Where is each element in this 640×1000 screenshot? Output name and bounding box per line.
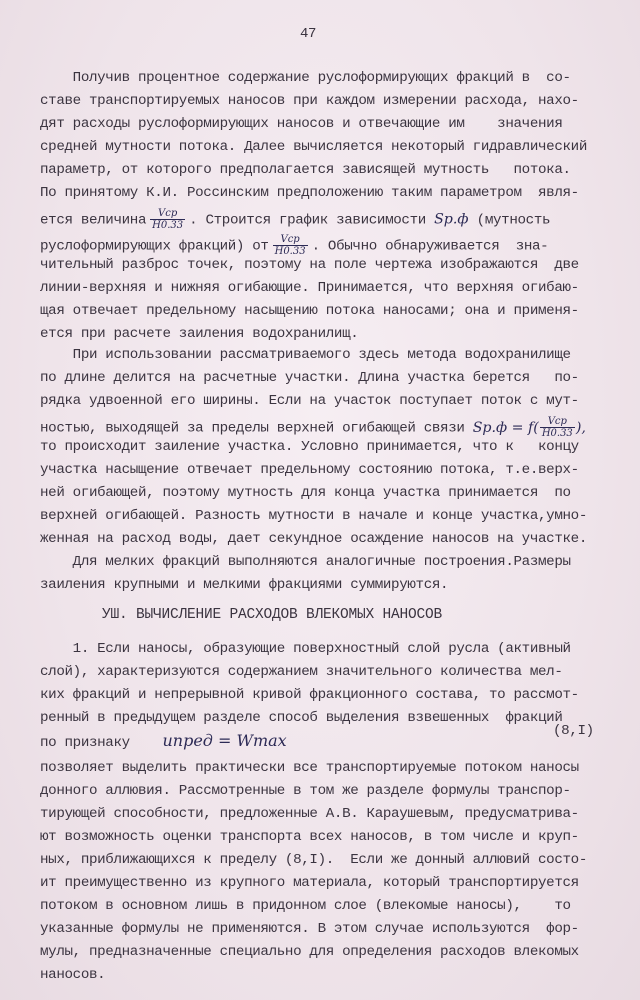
fraction-numerator: Vср [273, 234, 308, 246]
text-line: рядка удвоенной его ширины. Если на участок поступает поток с мут- [40, 393, 579, 409]
velocity-depth-fraction [273, 234, 308, 257]
text-line: указанные формулы не применяются. В этом случае используются фор- [40, 921, 579, 937]
text-segment: по признаку [40, 735, 130, 751]
text-line: средней мутности потока. Далее вычисляется некоторый гидравлический [40, 139, 587, 155]
text-line: Для мелких фракций выполняются аналогичные построения.Размеры [40, 554, 571, 570]
text-line: Получив процентное содержание руслоформирующих фракций в со- [40, 70, 571, 86]
text-line: ставе транспортируемых наносов при каждом измерении расхода, нахо- [40, 93, 579, 109]
text-line: ренный в предыдущем разделе способ выделения взвешенных фракций [40, 710, 563, 726]
text-segment: ностью, выходящей за пределы верхней огибающей связи [40, 420, 465, 437]
text-line: то происходит заиление участка. Условно принимается, что к концу [40, 439, 579, 455]
text-line: потоком в основном лишь в придонном слое (влекомые наносы), то [40, 898, 571, 914]
text-line: наносов. [40, 967, 106, 983]
formula-head: Sр.ф = f( [472, 419, 539, 436]
text-line: верхней огибающей. Разность мутности в начале и конце участка,умно- [40, 508, 587, 524]
text-line: ней огибающей, поэтому мутность для конца участка принимается по [40, 485, 571, 501]
text-segment: . Обычно обнаруживается зна- [311, 238, 549, 255]
text-segment: ется величина [40, 212, 147, 229]
fraction-denominator: H0.33 [541, 428, 573, 439]
text-line: женная на расход воды, дает секундное осаждение наносов на участке. [40, 531, 587, 547]
text-line: ется при расчете заиления водохранилищ. [40, 326, 359, 342]
section-heading: УШ. ВЫЧИСЛЕНИЕ РАСХОДОВ ВЛЕКОМЫХ НАНОСОВ [102, 607, 443, 623]
velocity-depth-fraction [150, 208, 185, 231]
text-line: заиления крупными и мелкими фракциями суммируются. [40, 577, 449, 593]
text-line: 1. Если наносы, образующие поверхностный слой русла (активный [40, 641, 571, 657]
fraction-denominator: H0.33 [152, 220, 184, 231]
text-line-with-formula [40, 416, 586, 439]
text-line: тирующей способности, предложенные А.В. Караушевым, предусматрива- [40, 806, 579, 822]
equation-number: (8,I) [553, 723, 594, 739]
text-line: участка насыщение отвечает предельному состоянию потока, т.е.верх- [40, 462, 579, 478]
text-line: щая отвечает предельному насыщению потока наносами; она и применя- [40, 303, 579, 319]
text-line-with-formula [40, 234, 549, 257]
turbidity-symbol: Sр.ф [434, 211, 469, 228]
text-line: ют возможность оценки транспорта всех наносов, в том числе и круп- [40, 829, 579, 845]
text-line: донного аллювия. Рассмотренные в том же разделе формулы транспор- [40, 783, 571, 799]
text-line: параметр, от которого предполагается зависящей мутность потока. [40, 162, 571, 178]
text-line: чительный разброс точек, поэтому на поле чертежа изображаются две [40, 257, 579, 273]
text-line: мулы, предназначенные специально для определения расходов влекомых [40, 944, 579, 960]
fraction-denominator: H0.33 [274, 246, 306, 257]
text-line: позволяет выделить практически все транспортируемые потоком наносы [40, 760, 579, 776]
text-segment: руслоформирующих фракций) от [40, 238, 269, 255]
text-line-with-formula [40, 733, 287, 749]
text-line: дят расходы руслоформирующих наносов и отвечающие им значения [40, 116, 563, 132]
text-line: линии-верхняя и нижняя огибающие. Принимается, что верхняя огибаю- [40, 280, 579, 296]
turbidity-function-formula: Sр.ф = f( $\frac{\text{Vср}}{H0.33}$ ), [472, 416, 586, 439]
velocity-depth-fraction [540, 416, 575, 439]
text-segment: (мутность [476, 212, 551, 229]
fraction-numerator: Vср [150, 208, 185, 220]
page-number: 47 [300, 26, 317, 42]
text-segment: . Строится график зависимости [189, 212, 426, 229]
fraction-numerator: Vср [540, 416, 575, 428]
text-line: ких фракций и непрерывной кривой фракционного состава, то рассмот- [40, 687, 579, 703]
text-line: ит преимущественно из крупного материала, который транспортируется [40, 875, 579, 891]
text-line: По принятому К.И. Россинским предположению таким параметром явля- [40, 185, 579, 201]
text-line: слой), характеризуются содержанием значительного количества мел- [40, 664, 563, 680]
text-line: ных, приближающихся к пределу (8,I). Если же донный аллювий состо- [40, 852, 587, 868]
text-line: по длине делится на расчетные участки. Длина участка берется по- [40, 370, 579, 386]
text-line-with-formula [40, 208, 551, 231]
limit-velocity-formula: uпред = Wmax [162, 731, 287, 750]
text-line: При использовании рассматриваемого здесь метода водохранилище [40, 347, 571, 363]
